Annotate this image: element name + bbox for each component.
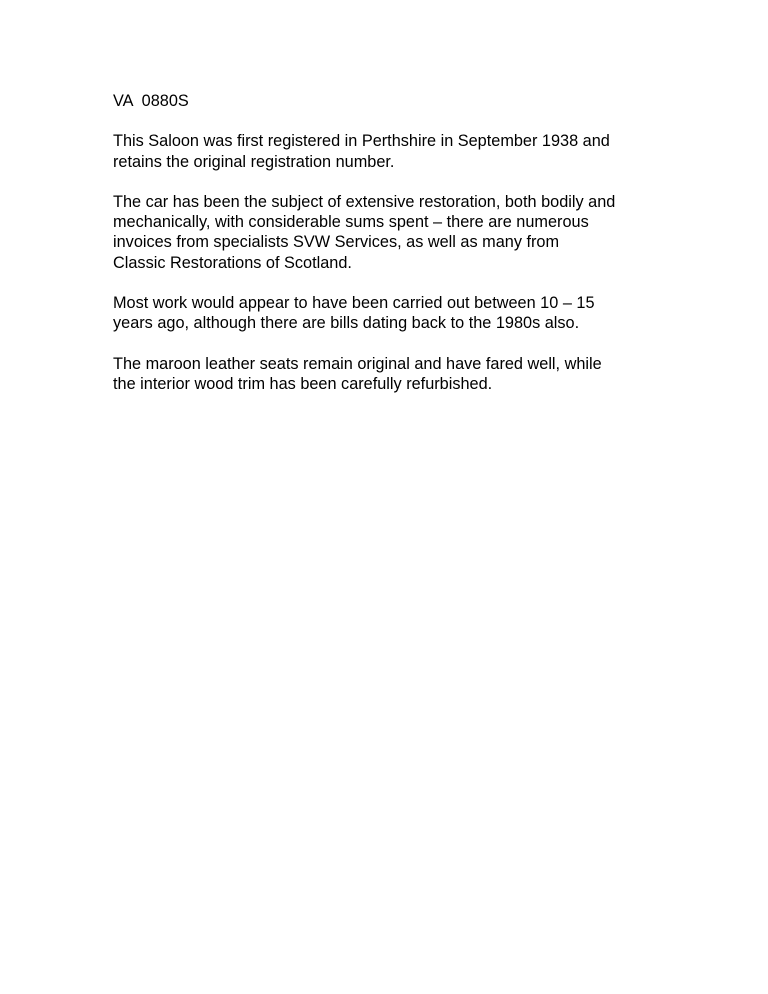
paragraph-interior [113, 354, 673, 394]
document-heading: VA 0880S [113, 92, 189, 110]
paragraph-line: This Saloon was first registered in Perthshire in September 1938 and [113, 132, 610, 151]
paragraph-line: years ago, although there are bills dating back to the 1980s also. [113, 314, 580, 333]
document-body [113, 91, 673, 414]
paragraph-line: invoices from specialists SVW Services, as well as many from [113, 233, 560, 252]
paragraph-line: Most work would appear to have been carried out between 10 – 15 [113, 293, 595, 312]
paragraph-registration [113, 131, 673, 171]
paragraph-line: mechanically, with considerable sums spent – there are numerous [113, 213, 589, 232]
paragraph-line: the interior wood trim has been carefully refurbished. [113, 374, 493, 393]
paragraph-line: retains the original registration number. [113, 152, 395, 171]
paragraph-line: Classic Restorations of Scotland. [113, 253, 352, 272]
paragraph-restoration [113, 192, 673, 273]
paragraph-line: The car has been the subject of extensive restoration, both bodily and [113, 192, 616, 211]
paragraph-line: The maroon leather seats remain original and have fared well, while [113, 354, 602, 373]
paragraph-work-history [113, 293, 673, 333]
